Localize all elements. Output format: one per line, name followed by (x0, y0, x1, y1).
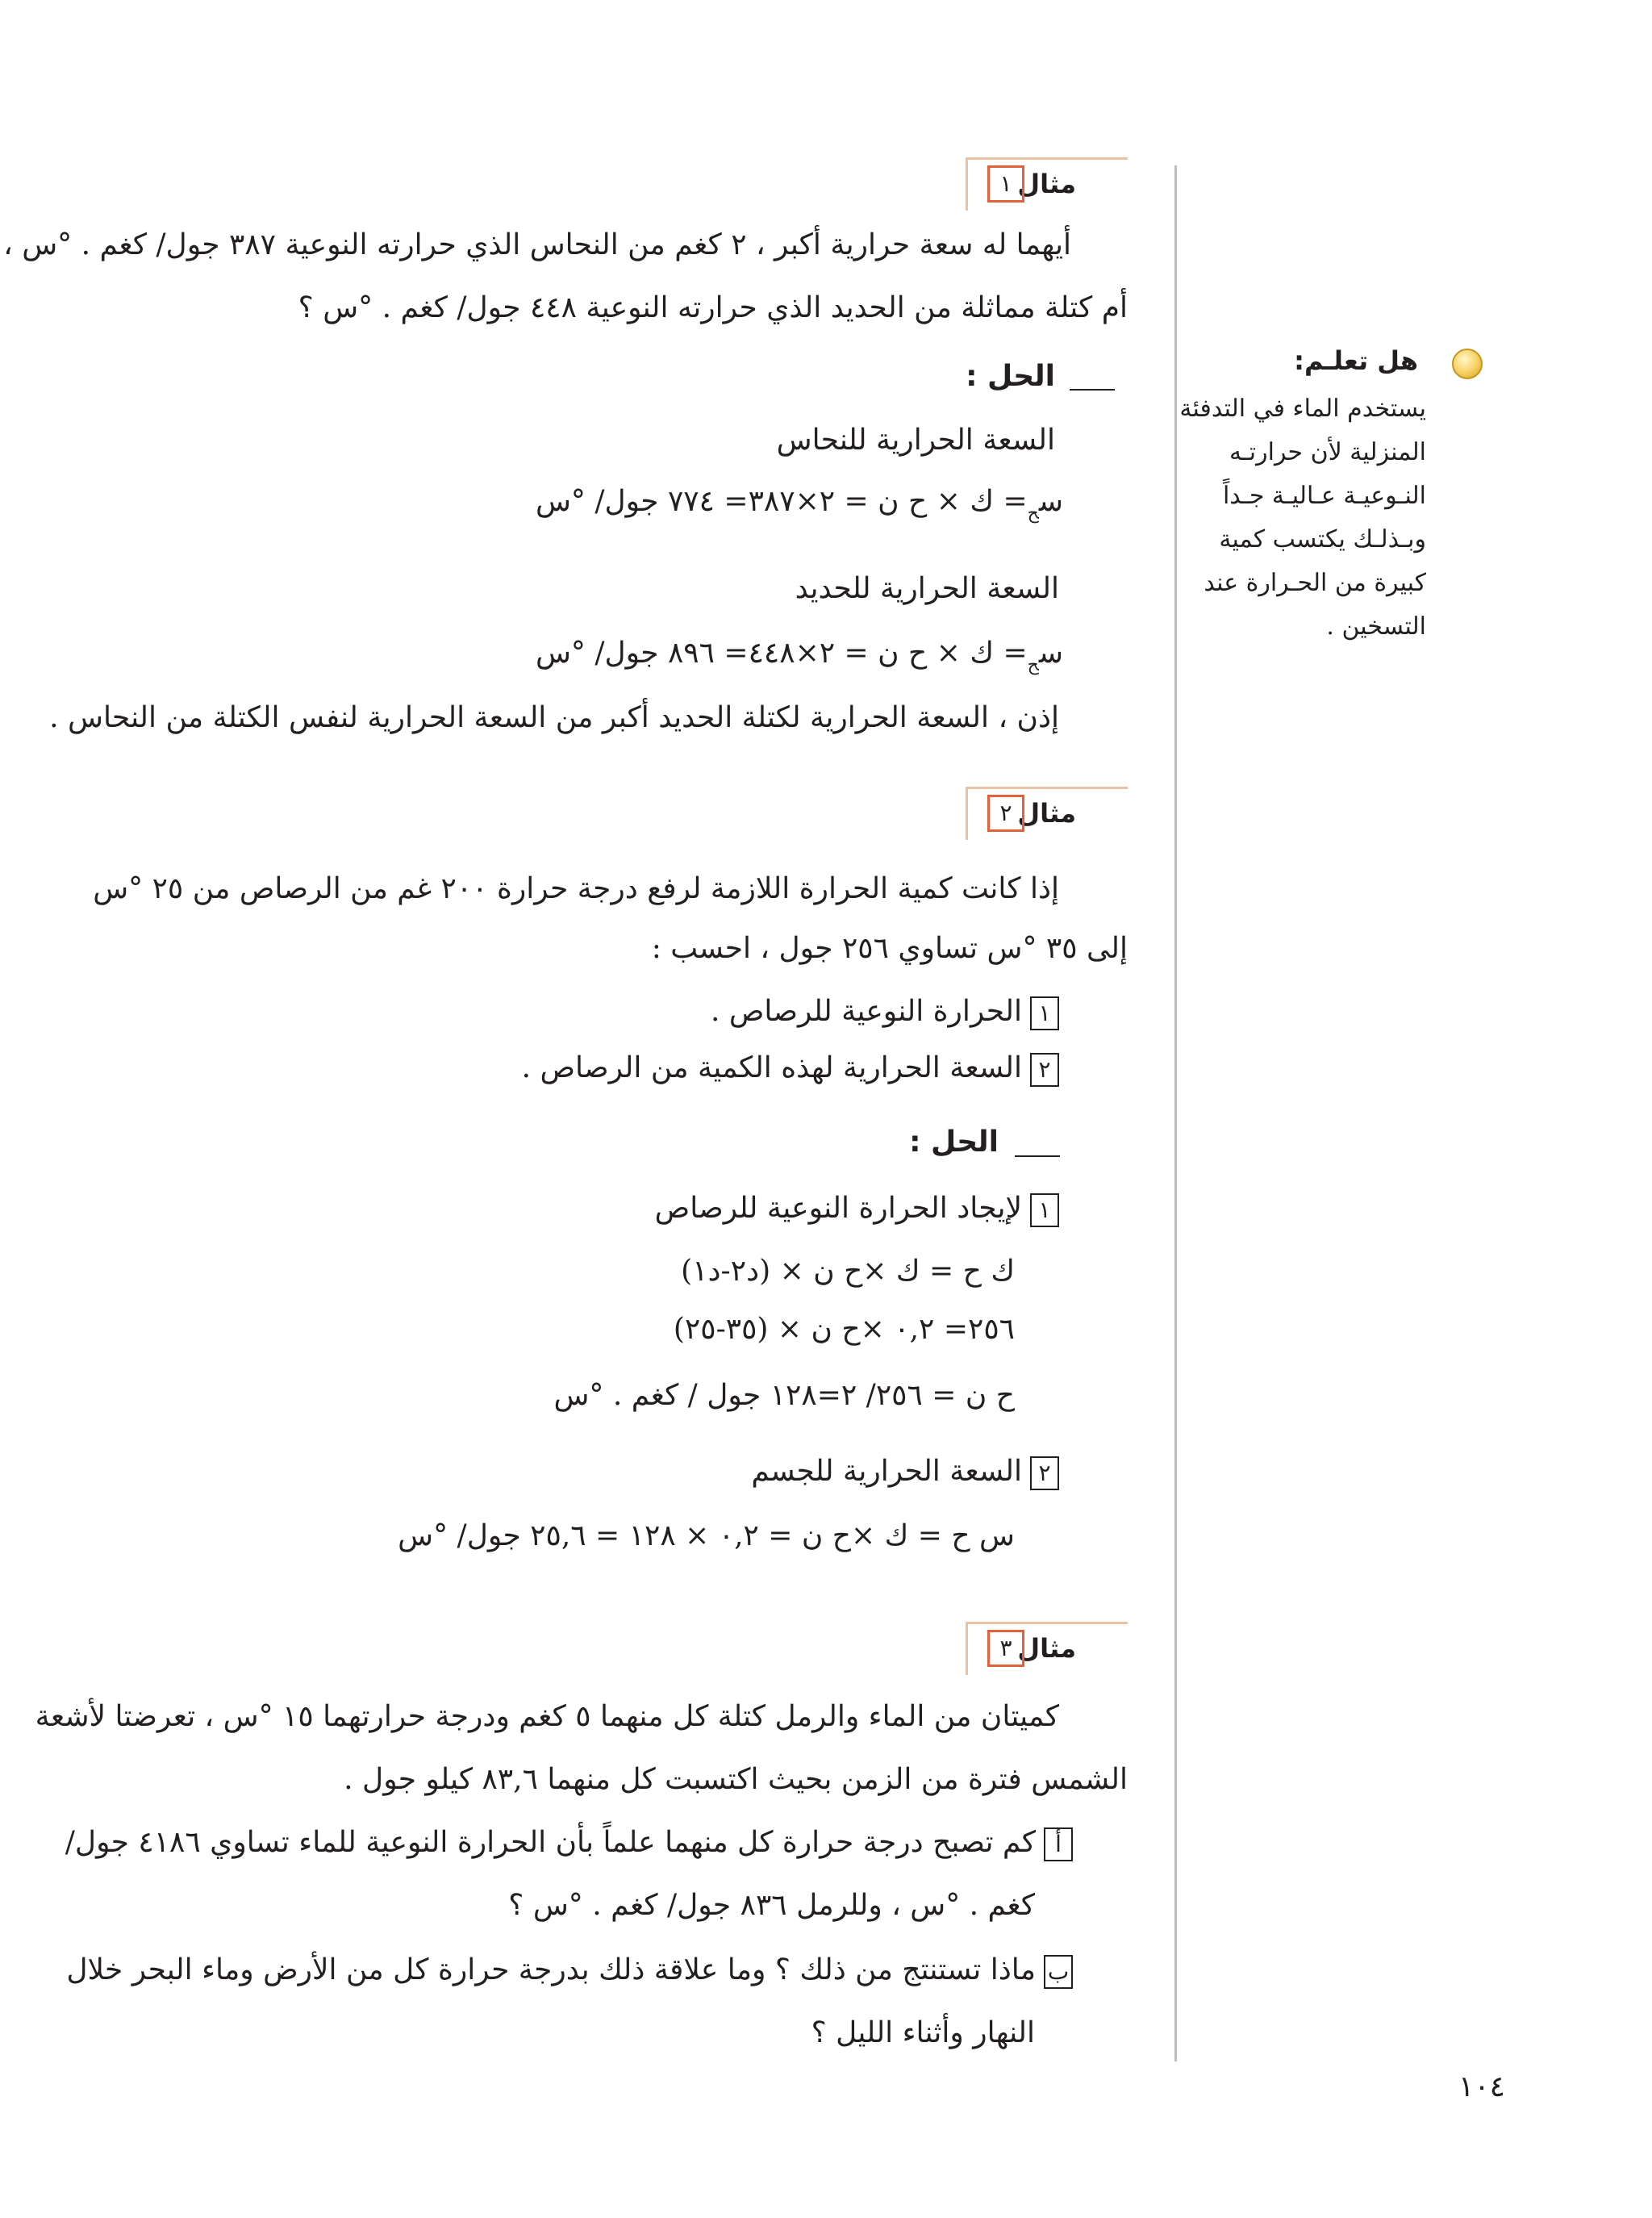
example-2-step-2: ٢السعة الحرارية للجسم (751, 1452, 1059, 1491)
solution-rule (1070, 389, 1115, 391)
step-1-equation: ح ن = ٢٥٦/ ٢=١٢٨ جول / كغم . °س (553, 1379, 1015, 1412)
item-letter-box: أ (1044, 1827, 1073, 1861)
example-3-item-a: أكم تصبح درجة حرارة كل منهما علماً بأن الحرارة النوعية للماء تساوي ٤١٨٦ جول/ (65, 1823, 1073, 1862)
solution-label: الحل : (909, 1126, 999, 1159)
example-1-header (958, 157, 1128, 214)
sidebar-line: يستخدم الماء في التدفئة (1179, 395, 1426, 423)
step-1-equation: ٢٥٦= ٠,٢ ×ح ن × (٣٥-٢٥) (673, 1313, 1015, 1346)
example-3-question-line: الشمس فترة من الزمن بحيث اكتسبت كل منهما ٨٣,٦ كيلو جول . (344, 1763, 1128, 1796)
iron-capacity-label: السعة الحرارية للحديد (795, 572, 1059, 605)
example-label: مثال (1017, 798, 1076, 829)
example-label: مثال (1017, 1633, 1076, 1664)
sidebar-title: هل تعلـم: (1294, 345, 1418, 376)
example-2-step-1: ١لإيجاد الحرارة النوعية للرصاص (655, 1189, 1059, 1228)
example-3-item-a-cont: كغم . °س ، وللرمل ٨٣٦ جول/ كغم . °س ؟ (508, 1889, 1035, 1922)
step-1-equation: ك ح = ك ×ح ن × (د٢-د١) (681, 1255, 1015, 1288)
bulb-icon (1452, 349, 1483, 379)
example-2-question-line: إذا كانت كمية الحرارة اللازمة لرفع درجة حرارة ٢٠٠ غم من الرصاص من ٢٥ °س (93, 872, 1059, 905)
example-3-header (958, 1622, 1128, 1678)
solution-label: الحل : (966, 360, 1055, 393)
sidebar-line: المنزلية لأن حرارتـه (1229, 438, 1426, 466)
example-3-item-b: بماذا تستنتج من ذلك ؟ وما علاقة ذلك بدرجة حرارة كل من الأرض وماء البحر خلال (66, 1951, 1073, 1990)
item-letter-box: ب (1044, 1955, 1073, 1989)
example-3-question-line: كميتان من الماء والرمل كتلة كل منهما ٥ كغم ودرجة حرارتهما ١٥ °س ، تعرضتا لأشعة (35, 1700, 1059, 1733)
example-1-question-line: أم كتلة مماثلة من الحديد الذي حرارته النوعية ٤٤٨ جول/ كغم . °س ؟ (298, 291, 1128, 324)
copper-capacity-label: السعة الحرارية للنحاس (776, 424, 1055, 457)
item-number-box: ٢ (1030, 1456, 1059, 1490)
sidebar-line: كبيرة من الحـرارة عند (1204, 569, 1426, 597)
example-number: ٣ (987, 1630, 1024, 1667)
solution-rule (1015, 1155, 1060, 1157)
example-number: ٢ (987, 795, 1024, 832)
item-number-box: ٢ (1030, 1053, 1059, 1087)
item-number-box: ١ (1030, 996, 1059, 1030)
iron-capacity-equation: س$_ح$= ك × ح ن = ٢×٤٤٨= ٨٩٦ جول/ °س (535, 637, 1063, 675)
example-2-item: ٢السعة الحرارية لهذه الكمية من الرصاص . (522, 1049, 1059, 1088)
example-3-item-b-cont: النهار وأثناء الليل ؟ (811, 2016, 1035, 2049)
step-2-equation: س ح = ك ×ح ن = ٠,٢ × ١٢٨ = ٢٥,٦ جول/ °س (398, 1519, 1015, 1552)
copper-capacity-equation: س$_ح$= ك × ح ن = ٢×٣٨٧= ٧٧٤ جول/ °س (535, 485, 1063, 524)
example-number: ١ (987, 165, 1024, 203)
example-label: مثال (1017, 169, 1076, 199)
example-1-question-line: أيهما له سعة حرارية أكبر ، ٢ كغم من النحاس الذي حرارته النوعية ٣٨٧ جول/ كغم . °س ، (3, 228, 1071, 261)
example-2-header (958, 787, 1128, 843)
example-1-conclusion: إذن ، السعة الحرارية لكتلة الحديد أكبر من السعة الحرارية لنفس الكتلة من النحاس . (49, 701, 1059, 734)
example-2-question-line: إلى ٣٥ °س تساوي ٢٥٦ جول ، احسب : (651, 932, 1128, 965)
item-number-box: ١ (1030, 1193, 1059, 1227)
page-number: ١٠٤ (1458, 2070, 1506, 2103)
column-divider (1174, 165, 1177, 2061)
sidebar-line: وبـذلـك يكتسب كمية (1219, 525, 1426, 553)
sidebar-line: التسخين . (1326, 612, 1426, 641)
sidebar-line: النـوعيـة عـاليـة جـداً (1222, 482, 1426, 510)
example-2-item: ١الحرارة النوعية للرصاص . (711, 992, 1059, 1031)
